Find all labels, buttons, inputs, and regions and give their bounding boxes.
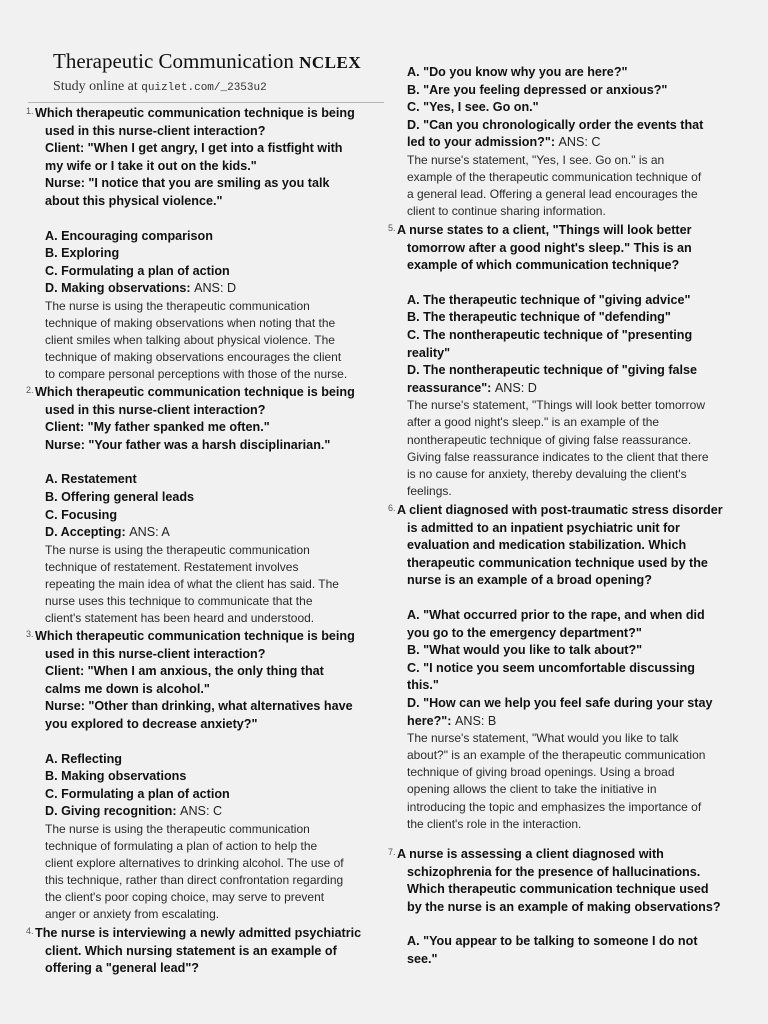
question-stem bbox=[26, 105, 364, 298]
question-stem bbox=[26, 384, 364, 542]
question-number: 1. bbox=[26, 106, 34, 116]
option: B. "Are you feeling depressed or anxious?" bbox=[407, 82, 668, 97]
explanation-line: nurse uses this technique to communicate that the bbox=[45, 594, 313, 609]
explanation-line: anger or anxiety from escalating. bbox=[45, 907, 220, 922]
answer-key: ANS: A bbox=[129, 525, 170, 540]
title-suffix: NCLEX bbox=[299, 53, 362, 72]
stem-line: Which therapeutic communication technique is being bbox=[35, 106, 355, 120]
option: this." bbox=[407, 678, 439, 693]
option: D. Accepting: bbox=[45, 525, 126, 540]
stem-line: Nurse: "Your father was a harsh disciplinarian." bbox=[45, 437, 331, 452]
option: B. Exploring bbox=[45, 246, 120, 261]
explanation-line: technique of formulating a plan of action to help the bbox=[45, 839, 318, 854]
stem-line: The nurse is interviewing a newly admitted psychiatric bbox=[35, 926, 362, 940]
question-number: 6. bbox=[388, 503, 396, 513]
option-with-answer bbox=[397, 380, 724, 398]
stem-line: calms me down is alcohol." bbox=[45, 681, 210, 696]
explanation-line: client smiles when talking about physical violence. The bbox=[45, 333, 335, 348]
explanation-line: feelings. bbox=[407, 483, 452, 498]
stem-line: my wife or I take it out on the kids." bbox=[45, 158, 257, 173]
quizlet-link[interactable]: quizlet.com/_2353u2 bbox=[141, 82, 267, 94]
option: here?": bbox=[407, 713, 452, 728]
stem-line: client. Which nursing statement is an example of bbox=[45, 943, 337, 958]
option: A. The therapeutic technique of "giving advice" bbox=[407, 292, 691, 307]
option: D. Making observations: bbox=[45, 281, 191, 296]
explanation-line: The nurse is using the therapeutic communication bbox=[45, 298, 310, 313]
option: A. "You appear to be talking to someone I do not bbox=[407, 934, 698, 949]
stem-line: Client: "When I get angry, I get into a fistfight with bbox=[45, 141, 343, 156]
option-with-answer bbox=[397, 134, 724, 152]
explanation-line: example of the therapeutic communication technique of bbox=[407, 170, 702, 185]
answer-key: ANS: D bbox=[494, 380, 537, 395]
stem-line: Nurse: "I notice that you are smiling as you talk bbox=[45, 176, 330, 191]
question-6 bbox=[388, 502, 724, 833]
option-with-answer bbox=[35, 803, 364, 821]
stem-line: tomorrow after a good night's sleep." This is an bbox=[407, 240, 692, 255]
explanation-line: is no cause for anxiety, thereby devaluing the client's bbox=[407, 466, 687, 481]
option: reality" bbox=[407, 345, 451, 360]
stem-line: schizophrenia for the presence of hallucinations. bbox=[407, 864, 701, 879]
stem-line: example of which communication technique? bbox=[407, 258, 680, 273]
explanation-line: The nurse's statement, "Yes, I see. Go on." is an bbox=[407, 152, 665, 167]
option: reassurance": bbox=[407, 380, 492, 395]
stem-line: A nurse states to a client, "Things will look better bbox=[397, 223, 692, 237]
stem-line: evaluation and medication stabilization. Which bbox=[407, 538, 687, 553]
question-7 bbox=[388, 846, 724, 969]
study-line bbox=[53, 79, 267, 95]
explanation-line: repeating the main idea of what the client has said. The bbox=[45, 576, 339, 591]
option: led to your admission?": bbox=[407, 135, 556, 150]
question-5 bbox=[388, 222, 724, 500]
question-stem bbox=[388, 222, 724, 397]
study-prefix: Study online at bbox=[53, 79, 138, 94]
option: C. The nontherapeutic technique of "presenting bbox=[407, 327, 693, 342]
explanation-line: a general lead. Offering a general lead encourages the bbox=[407, 187, 698, 202]
question-1 bbox=[26, 105, 364, 383]
explanation-line: technique of making observations encourages the client bbox=[45, 350, 342, 365]
question-stem bbox=[388, 502, 724, 730]
option-with-answer bbox=[35, 280, 364, 298]
question-stem bbox=[388, 846, 724, 969]
question-number: 2. bbox=[26, 385, 34, 395]
explanation-line: to compare personal perceptions with those of the nurse. bbox=[45, 367, 348, 382]
explanation-line: Giving false reassurance indicates to the client that there bbox=[407, 449, 709, 464]
option: D. "How can we help you feel safe during your stay bbox=[407, 695, 713, 710]
answer-key: ANS: B bbox=[454, 713, 497, 728]
option: D. The nontherapeutic technique of "giving false bbox=[407, 363, 698, 378]
explanation-line: The nurse's statement, "Things will look better tomorrow bbox=[407, 398, 706, 413]
explanation-line: client explore alternatives to drinking alcohol. The use of bbox=[45, 856, 344, 871]
explanation-line: The nurse is using the therapeutic communication bbox=[45, 542, 310, 557]
option: A. Reflecting bbox=[45, 751, 122, 766]
option: B. "What would you like to talk about?" bbox=[407, 643, 643, 658]
question-3 bbox=[26, 628, 364, 924]
explanation-line: about?" is an example of the therapeutic communication bbox=[407, 748, 706, 763]
stem-line: is admitted to an inpatient psychiatric unit for bbox=[407, 520, 680, 535]
option: see." bbox=[407, 951, 438, 966]
question-4 bbox=[26, 925, 364, 978]
stem-line: about this physical violence." bbox=[45, 193, 223, 208]
stem-line: Which therapeutic communication technique used bbox=[407, 882, 709, 897]
option-with-answer bbox=[397, 713, 724, 731]
stem-line: used in this nurse-client interaction? bbox=[45, 123, 266, 138]
stem-line: you explored to decrease anxiety?" bbox=[45, 716, 258, 731]
answer-key: ANS: C bbox=[558, 135, 601, 150]
option: D. Giving recognition: bbox=[45, 804, 177, 819]
question-stem bbox=[26, 925, 364, 978]
explanation-line: the client's poor coping choice, may serve to prevent bbox=[45, 890, 325, 905]
question-4-continued bbox=[388, 64, 724, 220]
option: A. Restatement bbox=[45, 472, 137, 487]
explanation-line: introducing the topic and emphasizes the importance of bbox=[407, 799, 702, 814]
stem-line: Which therapeutic communication technique is being bbox=[35, 385, 355, 399]
option: A. "What occurred prior to the rape, and when did bbox=[407, 607, 705, 622]
stem-line: used in this nurse-client interaction? bbox=[45, 402, 266, 417]
question-stem bbox=[26, 628, 364, 821]
explanation-line: technique of giving broad openings. Using a broad bbox=[407, 765, 675, 780]
page-title bbox=[53, 49, 361, 74]
stem-line: by the nurse is an example of making observations? bbox=[407, 899, 721, 914]
question-number: 7. bbox=[388, 847, 396, 857]
header-divider bbox=[28, 102, 384, 103]
stem-line: Client: "When I am anxious, the only thing that bbox=[45, 664, 324, 679]
question-number: 4. bbox=[26, 926, 34, 936]
stem-line: nurse is an example of a broad opening? bbox=[407, 573, 652, 588]
option: C. "Yes, I see. Go on." bbox=[407, 100, 539, 115]
option: C. Formulating a plan of action bbox=[45, 263, 230, 278]
option: you go to the emergency department?" bbox=[407, 625, 642, 640]
question-2 bbox=[26, 384, 364, 627]
stem-line: Which therapeutic communication technique is being bbox=[35, 629, 355, 643]
explanation-line: the client's role in the interaction. bbox=[407, 816, 582, 831]
explanation-line: technique of making observations when noting that the bbox=[45, 316, 336, 331]
stem-line: A client diagnosed with post-traumatic stress disorder bbox=[397, 503, 723, 517]
stem-line: used in this nurse-client interaction? bbox=[45, 646, 266, 661]
option: B. Making observations bbox=[45, 769, 187, 784]
option: B. Offering general leads bbox=[45, 489, 195, 504]
option: C. Formulating a plan of action bbox=[45, 786, 230, 801]
explanation-line: this technique, rather than direct confrontation regarding bbox=[45, 873, 344, 888]
option: A. Encouraging comparison bbox=[45, 228, 213, 243]
explanation-line: after a good night's sleep." is an example of the bbox=[407, 415, 660, 430]
explanation-line: client's statement has been heard and understood. bbox=[45, 611, 315, 626]
stem-line: Client: "My father spanked me often." bbox=[45, 420, 270, 435]
stem-line: A nurse is assessing a client diagnosed with bbox=[397, 847, 664, 861]
option: B. The therapeutic technique of "defending" bbox=[407, 310, 671, 325]
question-number: 3. bbox=[26, 629, 34, 639]
stem-line: offering a "general lead"? bbox=[45, 961, 200, 976]
option: D. "Can you chronologically order the events that bbox=[407, 117, 704, 132]
question-options bbox=[388, 64, 724, 152]
question-number: 5. bbox=[388, 223, 396, 233]
explanation-line: The nurse's statement, "What would you like to talk bbox=[407, 731, 679, 746]
explanation-line: The nurse is using the therapeutic communication bbox=[45, 821, 310, 836]
option-with-answer bbox=[35, 524, 364, 542]
answer-key: ANS: D bbox=[194, 281, 237, 296]
explanation-line: technique of restatement. Restatement involves bbox=[45, 559, 299, 574]
explanation-line: client to continue sharing information. bbox=[407, 204, 606, 219]
answer-key: ANS: C bbox=[180, 804, 223, 819]
stem-line: Nurse: "Other than drinking, what alternatives have bbox=[45, 699, 353, 714]
title-text: Therapeutic Communication bbox=[53, 49, 294, 73]
explanation-line: opening allows the client to take the initiative in bbox=[407, 782, 657, 797]
option: C. "I notice you seem uncomfortable discussing bbox=[407, 660, 695, 675]
explanation-line: nontherapeutic technique of giving false reassurance. bbox=[407, 432, 692, 447]
stem-line: therapeutic communication technique used by the bbox=[407, 555, 708, 570]
option: C. Focusing bbox=[45, 507, 118, 522]
option: A. "Do you know why you are here?" bbox=[407, 65, 628, 79]
